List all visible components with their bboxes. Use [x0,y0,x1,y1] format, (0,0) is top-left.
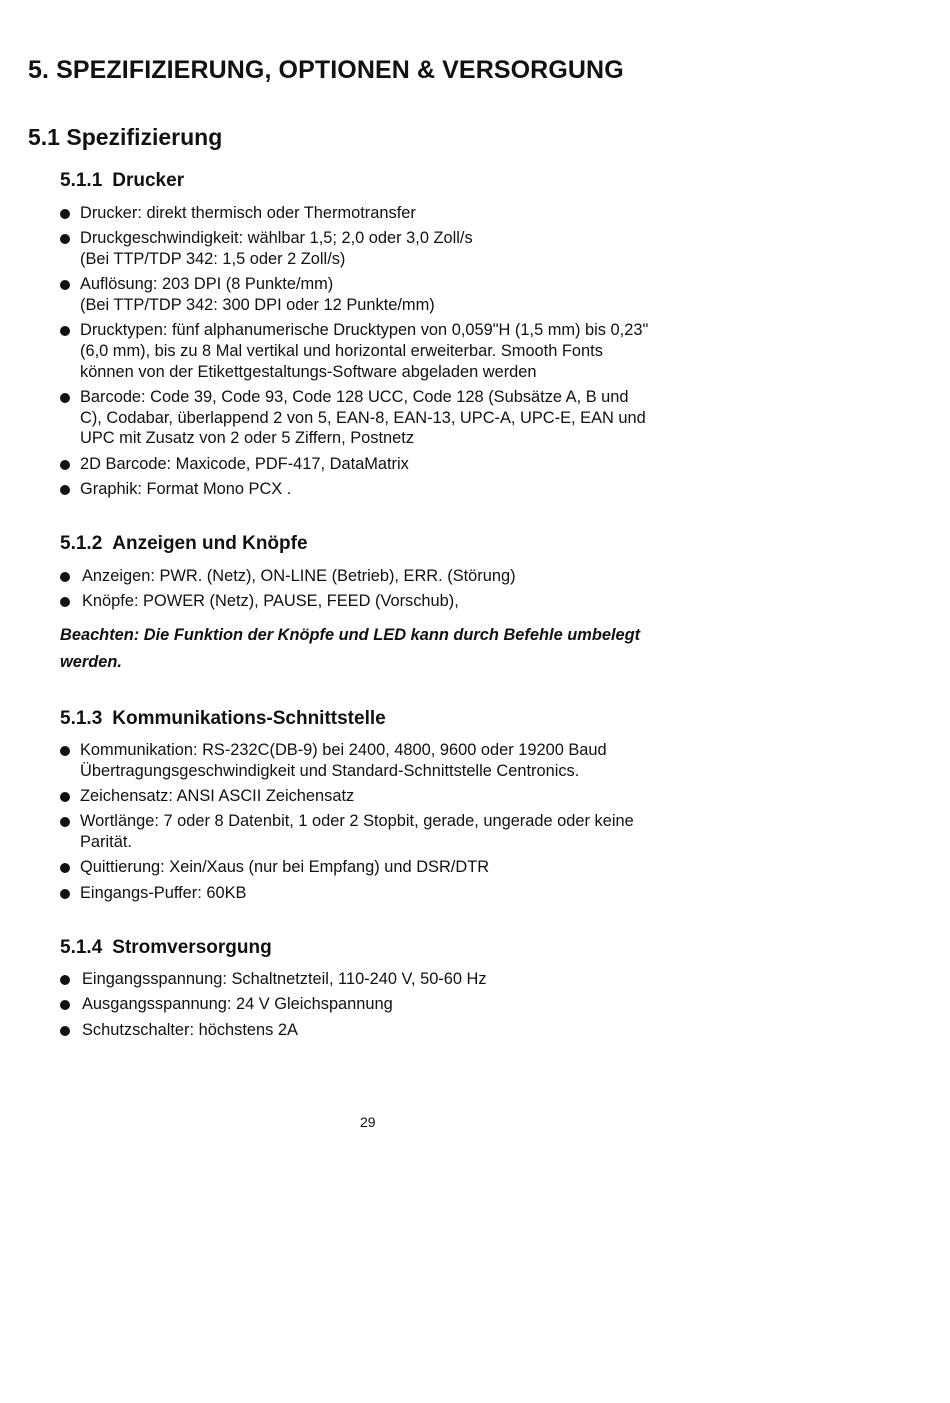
list-item-text: Kommunikation: RS-232C(DB-9) bei 2400, 4800, 9600 oder 19200 Baud [80,741,607,759]
bullet-icon [60,889,70,899]
bullet-icon [60,460,70,470]
list-item-text: Anzeigen: PWR. (Netz), ON-LINE (Betrieb), ERR. (Störung) [82,567,516,585]
list-item [60,786,740,807]
list-item [60,566,740,587]
list-item [60,387,740,449]
stromversorgung-list [60,969,740,1045]
list-item [60,274,740,315]
drucker-list [60,203,740,504]
list-item [60,969,740,990]
list-item [60,228,740,269]
subsection-title: Drucker [112,170,185,191]
list-item [60,591,740,612]
bullet-icon [60,209,70,219]
bullet-icon [60,746,70,756]
subsection-heading-drucker [60,170,184,192]
note-line: Beachten: Die Funktion der Knöpfe und LED kann durch Befehle umbelegt [60,626,641,644]
list-item [60,857,740,878]
list-item-text: Drucker: direkt thermisch oder Thermotransfer [80,204,416,222]
subsection-number: 5.1.3 [60,708,103,729]
list-item-text: Auflösung: 203 DPI (8 Punkte/mm) [80,275,334,294]
bullet-icon [60,393,70,403]
list-item-text: Übertragungsgeschwindigkeit und Standard-Schnittstelle Centronics. [80,761,580,780]
bullet-icon [60,485,70,495]
subsection-title: Kommunikations-Schnittstelle [112,708,386,729]
list-item-text: Drucktypen: fünf alphanumerische Drucktypen von 0,059"H (1,5 mm) bis 0,23" [80,321,649,340]
list-item [60,883,740,904]
subsection-number: 5.1.4 [60,937,103,958]
list-item [60,320,740,382]
bullet-icon [60,817,70,827]
list-item-text: Parität. [80,833,132,851]
section-title: 5.1 Spezifizierung [28,124,223,150]
list-item [60,994,740,1015]
list-item-text: (Bei TTP/TDP 342: 300 DPI oder 12 Punkte/mm) [80,296,435,314]
list-item [60,203,740,224]
list-item-text: 2D Barcode: Maxicode, PDF-417, DataMatrix [80,454,409,473]
list-item-text: Eingangs-Puffer: 60KB [80,883,247,902]
list-item-text: Knöpfe: POWER (Netz), PAUSE, FEED (Vorschub), [82,592,459,611]
list-item-text: Quittierung: Xein/Xaus (nur bei Empfang) und DSR/DTR [80,858,490,877]
note-text [60,622,740,676]
bullet-icon [60,863,70,873]
chapter-title: 5. SPEZIFIZIERUNG, OPTIONEN & VERSORGUNG [28,56,624,84]
note-line: werden. [60,653,122,671]
page-number: 29 [360,1114,376,1130]
list-item [60,479,740,500]
bullet-icon [60,597,70,607]
bullet-icon [60,572,70,582]
subsection-title: Stromversorgung [112,937,272,958]
bullet-icon [60,1000,70,1010]
bullet-icon [60,1026,70,1036]
list-item [60,1020,740,1041]
subsection-title: Anzeigen und Knöpfe [112,533,308,554]
bullet-icon [60,792,70,802]
list-item-text: C), Codabar, überlappend 2 von 5, EAN-8, EAN-13, UPC-A, UPC-E, EAN und [80,408,646,427]
bullet-icon [60,234,70,244]
bullet-icon [60,975,70,985]
anzeigen-list [60,566,740,617]
list-item-text: Druckgeschwindigkeit: wählbar 1,5; 2,0 oder 3,0 Zoll/s [80,229,473,248]
subsection-heading-anzeigen [60,533,308,555]
subsection-number: 5.1.2 [60,533,103,554]
subsection-heading-kommunikation [60,708,386,730]
subsection-number: 5.1.1 [60,170,103,191]
list-item-text: Graphik: Format Mono PCX . [80,480,292,498]
list-item [60,454,740,475]
list-item-text: UPC mit Zusatz von 2 oder 5 Ziffern, Postnetz [80,429,415,448]
list-item-text: Zeichensatz: ANSI ASCII Zeichensatz [80,787,355,805]
list-item-text: können von der Etikettgestaltungs-Software abgeladen werden [80,362,537,381]
list-item [60,811,740,852]
list-item-text: (6,0 mm), bis zu 8 Mal vertikal und horizontal erweiterbar. Smooth Fonts [80,342,603,360]
list-item [60,740,740,781]
list-item-text: Schutzschalter: höchstens 2A [82,1020,298,1039]
kommunikation-list [60,740,740,908]
list-item-text: Barcode: Code 39, Code 93, Code 128 UCC, Code 128 (Subsätze A, B und [80,388,629,406]
list-item-text: Eingangsspannung: Schaltnetzteil, 110-240 V, 50-60 Hz [82,970,487,988]
list-item-text: Ausgangsspannung: 24 V Gleichspannung [82,995,393,1014]
list-item-text: Wortlänge: 7 oder 8 Datenbit, 1 oder 2 Stopbit, gerade, ungerade oder keine [80,812,634,831]
bullet-icon [60,326,70,336]
list-item-text: (Bei TTP/TDP 342: 1,5 oder 2 Zoll/s) [80,250,346,268]
subsection-heading-stromversorgung [60,937,272,959]
bullet-icon [60,280,70,290]
